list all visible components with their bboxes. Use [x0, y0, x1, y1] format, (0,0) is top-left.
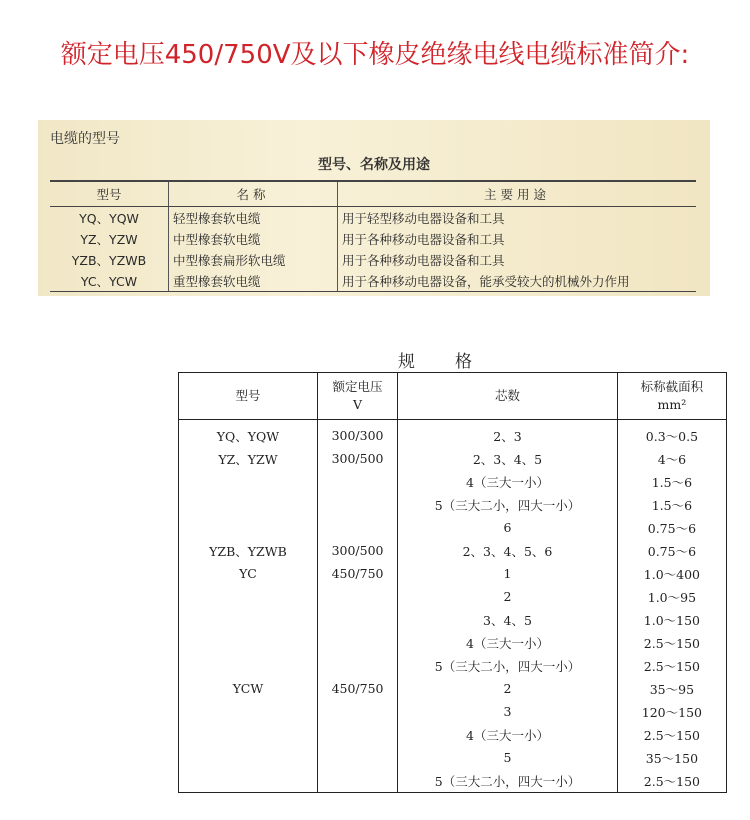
cell-area: 0.3～0.5: [617, 420, 726, 448]
cell-cores: 3: [398, 700, 618, 723]
table-row: [179, 654, 727, 677]
cable-model-heading: 电缆的型号: [50, 131, 120, 147]
cell-model: YZB、YZWB: [71, 252, 147, 268]
table-row: [179, 585, 727, 608]
cell-area: 0.75～6: [617, 539, 726, 562]
cell-name: 中型橡套扁形软电缆: [169, 249, 338, 270]
cell-area: 1.5～6: [617, 470, 726, 493]
cell-area: 1.0～150: [617, 608, 726, 631]
header-voltage: [317, 373, 397, 420]
table-row: [50, 228, 696, 249]
cell-voltage: [317, 470, 397, 493]
cell-voltage: [317, 631, 397, 654]
header-area: [617, 373, 726, 420]
cell-voltage: [317, 746, 397, 769]
cell-cores: 2、3: [398, 420, 618, 448]
cell-model: [179, 723, 318, 746]
cell-voltage: [317, 608, 397, 631]
cell-model: YZ、YZW: [179, 447, 318, 470]
table-row: [50, 207, 696, 229]
header-model: [179, 373, 318, 420]
cell-cores: 5（三大二小，四大一小）: [398, 493, 618, 516]
header-area-unit: mm²: [657, 397, 687, 412]
table-row: [179, 677, 727, 700]
cell-voltage: 450/750: [317, 562, 397, 585]
cell-model: [179, 585, 318, 608]
table-row: [179, 769, 727, 793]
cell-name: 中型橡套软电缆: [169, 228, 338, 249]
cell-area: 0.75～6: [617, 516, 726, 539]
cell-area: 2.5～150: [617, 723, 726, 746]
scanned-type-table-image: [38, 120, 710, 296]
cell-model: YCW: [179, 677, 318, 700]
cell-model: [179, 700, 318, 723]
cell-voltage: 300/500: [317, 539, 397, 562]
cell-use: 用于轻型移动电器设备和工具: [338, 207, 697, 229]
cell-area: 35～95: [617, 677, 726, 700]
table-row: [179, 562, 727, 585]
header-name: 名称: [169, 181, 338, 207]
spec-table: [178, 372, 727, 793]
cell-voltage: [317, 723, 397, 746]
cell-cores: 3、4、5: [398, 608, 618, 631]
cell-area: 120～150: [617, 700, 726, 723]
cell-voltage: [317, 769, 397, 793]
cell-area: 2.5～150: [617, 769, 726, 793]
header-model: 型号: [50, 181, 169, 207]
page-title: 额定电压450/750V及以下橡皮绝缘电线电缆标准简介:: [60, 40, 690, 70]
header-cores: [398, 373, 618, 420]
table-row: [179, 608, 727, 631]
cell-voltage: [317, 654, 397, 677]
header-cores-label: 芯数: [494, 388, 520, 403]
spec-title: 规格: [398, 352, 512, 372]
table-row: [179, 420, 727, 448]
cell-model: [179, 769, 318, 793]
cell-cores: 6: [398, 516, 618, 539]
type-name-use-table: [50, 180, 696, 292]
cell-model: [179, 608, 318, 631]
cell-area: 1.0～400: [617, 562, 726, 585]
header-use: 主要用途: [338, 181, 697, 207]
cell-use: 用于各种移动电器设备和工具: [338, 228, 697, 249]
table-row: [179, 700, 727, 723]
table-row: [179, 516, 727, 539]
cell-voltage: 300/300: [317, 420, 397, 448]
cell-model: [179, 493, 318, 516]
table-header-row: [50, 181, 696, 207]
cell-cores: 4（三大一小）: [398, 470, 618, 493]
cell-model: YQ、YQW: [79, 210, 139, 226]
cell-voltage: [317, 585, 397, 608]
cell-model: [179, 631, 318, 654]
type-name-use-caption: 型号、名称及用途: [318, 157, 430, 173]
cell-model: YZ、YZW: [80, 231, 138, 247]
cell-model: YZB、YZWB: [179, 539, 318, 562]
cell-area: 35～150: [617, 746, 726, 769]
cell-use: 用于各种移动电器设备和工具: [338, 249, 697, 270]
table-row: [179, 631, 727, 654]
cell-model: [179, 470, 318, 493]
table-row: [50, 249, 696, 270]
cell-model: YC: [179, 562, 318, 585]
cell-cores: 2、3、4、5: [398, 447, 618, 470]
cell-name: 重型橡套软电缆: [169, 270, 338, 292]
cell-cores: 2: [398, 585, 618, 608]
table-row: [179, 493, 727, 516]
cell-cores: 2、3、4、5、6: [398, 539, 618, 562]
cell-voltage: 300/500: [317, 447, 397, 470]
table-row: [179, 447, 727, 470]
cell-model: YC、YCW: [50, 270, 169, 292]
cell-cores: 1: [398, 562, 618, 585]
cell-area: 1.5～6: [617, 493, 726, 516]
cell-model: [179, 654, 318, 677]
cell-use: 用于各种移动电器设备，能承受较大的机械外力作用: [338, 270, 697, 292]
cell-voltage: [317, 493, 397, 516]
table-row: [50, 270, 696, 292]
cell-model: YQ、YQW: [179, 420, 318, 448]
cell-model: [179, 516, 318, 539]
cell-cores: 5（三大二小，四大一小）: [398, 769, 618, 793]
cell-cores: 2: [398, 677, 618, 700]
table-header-row: [179, 373, 727, 420]
cell-voltage: [317, 516, 397, 539]
table-row: [179, 723, 727, 746]
cell-area: 2.5～150: [617, 631, 726, 654]
cell-name: 轻型橡套软电缆: [169, 207, 338, 229]
table-row: [179, 470, 727, 493]
table-row: [179, 539, 727, 562]
cell-voltage: [317, 700, 397, 723]
cell-area: 4～6: [617, 447, 726, 470]
cell-cores: 4（三大一小）: [398, 723, 618, 746]
header-voltage-label: 额定电压: [332, 379, 383, 394]
cell-area: 2.5～150: [617, 654, 726, 677]
header-area-label: 标称截面积: [640, 379, 704, 394]
cell-area: 1.0～95: [617, 585, 726, 608]
cell-cores: 5（三大二小，四大一小）: [398, 654, 618, 677]
header-voltage-unit: V: [353, 397, 363, 412]
table-row: [179, 746, 727, 769]
cell-voltage: 450/750: [317, 677, 397, 700]
header-model-label: 型号: [235, 388, 261, 403]
cell-model: [179, 746, 318, 769]
cell-cores: 4（三大一小）: [398, 631, 618, 654]
cell-cores: 5: [398, 746, 618, 769]
